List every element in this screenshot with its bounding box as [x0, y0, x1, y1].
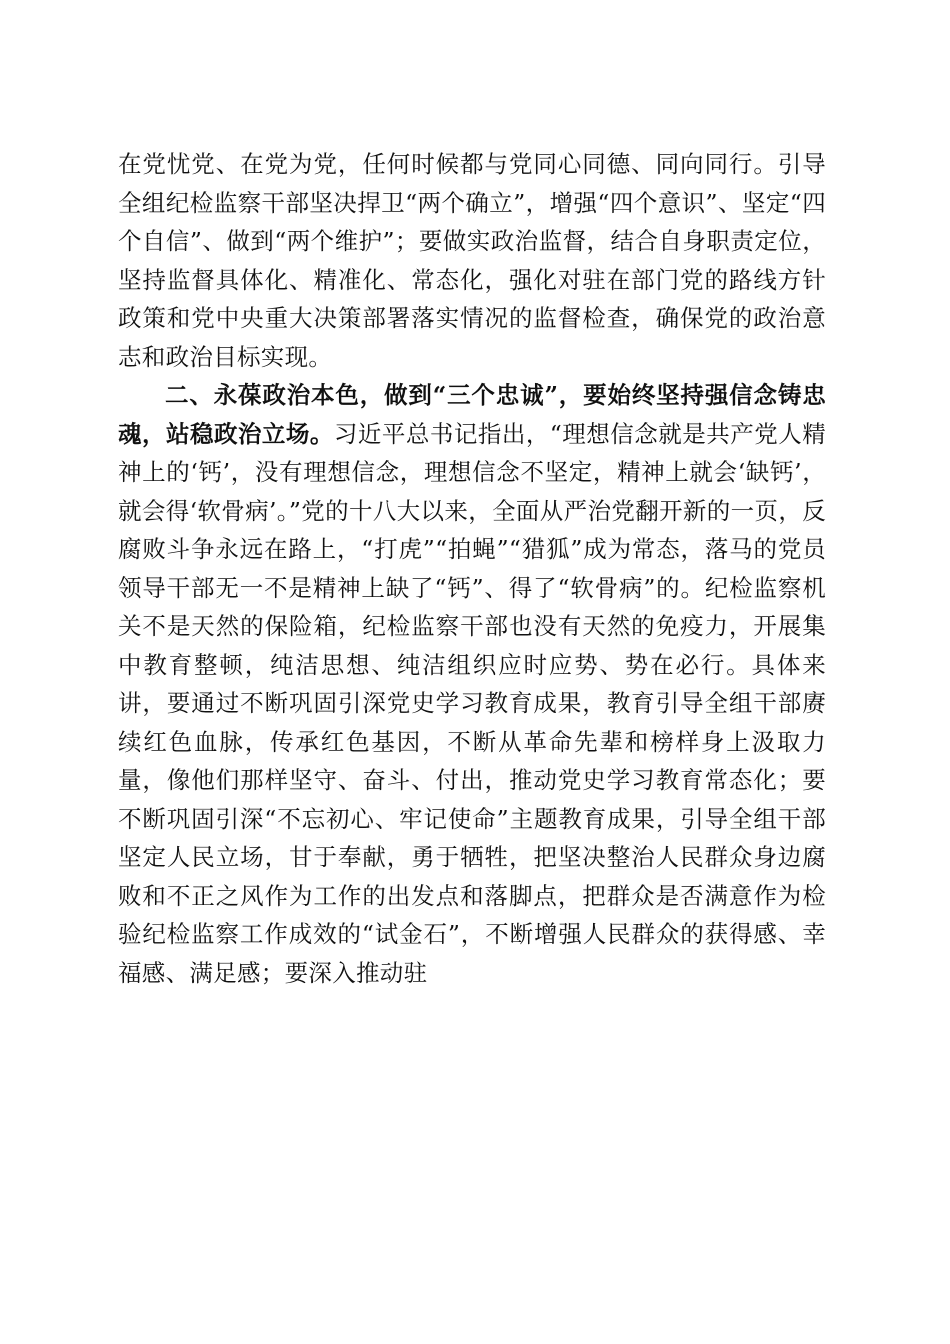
paragraph-1: 在党忧党、在党为党，任何时候都与党同心同德、同向同行。引导全组纪检监察干部坚决捍卫“两个确立”，增强“四个意识”、坚定“四个自信”、做到“两个维护”；要做实政治监督，结合自身职责定位，坚持监督具体化、精准化、常态化，强化对驻在部门党的路线方针政策和党中央重大决策部署落实情况的监督检查，确保党的政治意志和政治目标实现。	[118, 150, 826, 371]
paragraph-2	[118, 376, 826, 992]
document-body	[118, 145, 826, 992]
section-heading-2: 二、永葆政治本色，做到“三个忠诚”，要始终坚持强信念铸忠魂，站稳政治立场。	[118, 381, 826, 448]
paragraph-2-body: 习近平总书记指出，“理想信念就是共产党人精神上的‘钙’，没有理想信念，理想信念不坚定，精神上就会‘缺钙’，就会得‘软骨病’。”党的十八大以来，全面从严治党翻开新的一页，反腐败斗争永远在路上，“打虎”“拍蝇”“猎狐”成为常态，落马的党员领导干部无一不是精神上缺了“钙”、得了“软骨病”的。纪检监察机关不是天然的保险箱，纪检监察干部也没有天然的免疫力，开展集中教育整顿，纯洁思想、纯洁组织应时应势、势在必行。具体来讲，要通过不断巩固引深党史学习教育成果，教育引导全组干部赓续红色血脉，传承红色基因，不断从革命先辈和榜样身上汲取力量，像他们那样坚守、奋斗、付出，推动党史学习教育常态化；要不断巩固引深“不忘初心、牢记使命”主题教育成果，引导全组干部坚定人民立场，甘于奉献，勇于牺牲，把坚决整治人民群众身边腐败和不正之风作为工作的出发点和落脚点，把群众是否满意作为检验纪检监察工作成效的“试金石”，不断增强人民群众的获得感、幸福感、满足感；要深入推动驻	[118, 419, 826, 987]
